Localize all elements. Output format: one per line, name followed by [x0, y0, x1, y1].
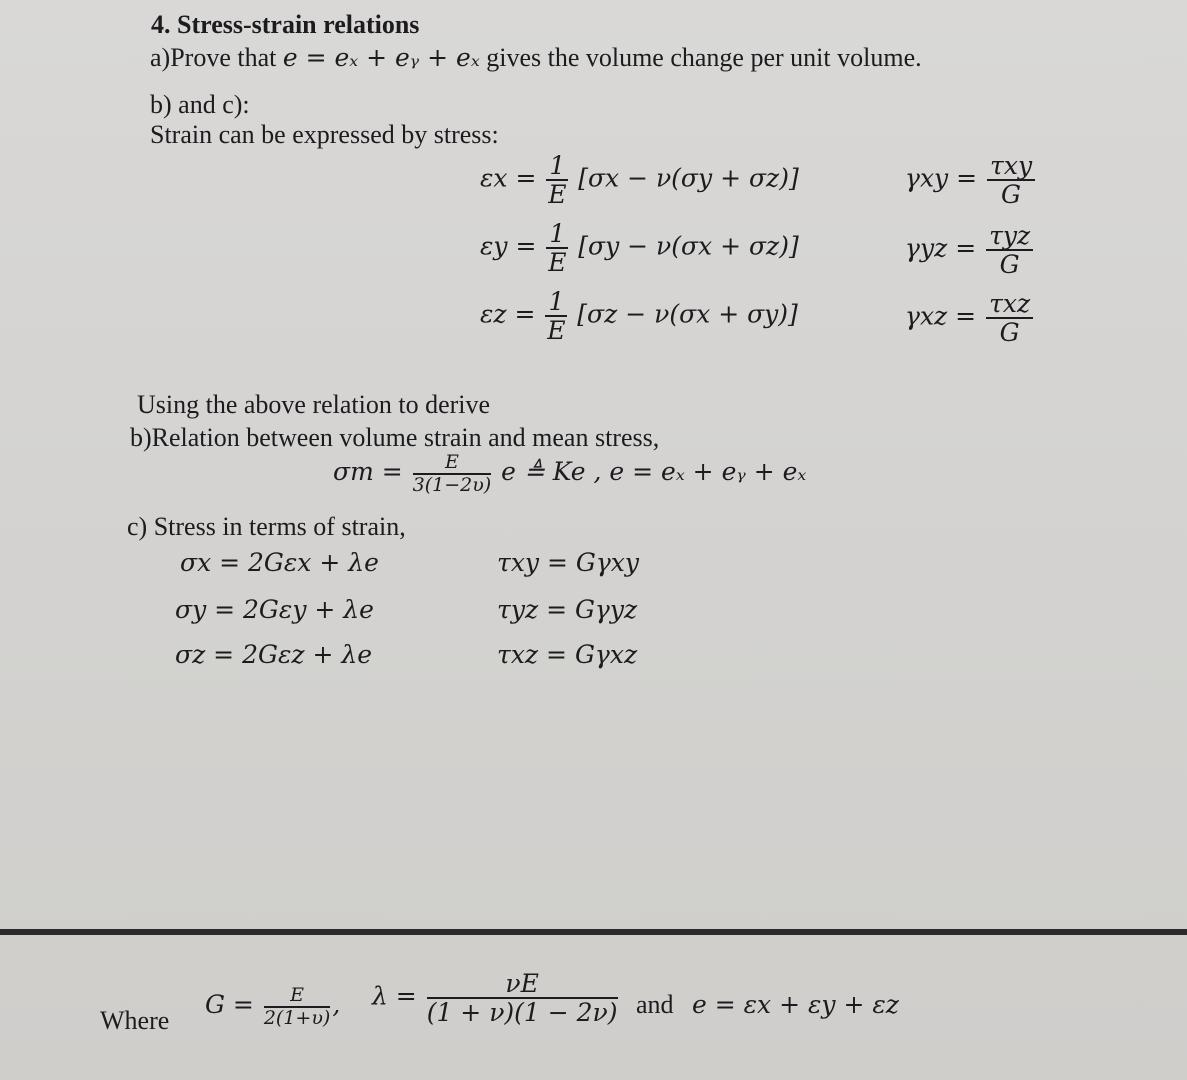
frac-num: E [413, 452, 492, 475]
frac-num: 1 [546, 220, 568, 249]
eq-rhs: [σz − ν(σx + σy)] [577, 299, 798, 329]
stress-shear-xz: τxz = Gγxz [497, 640, 638, 669]
stress-shear-xy: τxy = Gγxy [497, 548, 640, 577]
eq-lhs: γyz [905, 233, 948, 263]
part-a-suffix: gives the volume change per unit volume. [486, 43, 922, 72]
frac-num: τyz [986, 222, 1033, 251]
shear-strain-yz: γyz = $\frac{\text{τyz}}{G}$ [905, 222, 1035, 278]
eq-lhs: σm [333, 457, 374, 487]
lame-lambda-definition [372, 970, 620, 1026]
stress-shear-yz: τyz = Gγyz [497, 595, 638, 624]
frac-num: τxy [987, 152, 1035, 181]
strain-intro: Strain can be expressed by stress: [150, 120, 499, 149]
normal-strain-y: εy = $\frac{1}{E}$ [σy − ν(σx + σz)] [480, 219, 799, 277]
part-c-title: c) Stress in terms of strain, [127, 512, 406, 541]
eq-lhs: γxz [905, 301, 948, 331]
frac-num: τxz [986, 290, 1033, 319]
part-bc-label: b) and c): [150, 90, 250, 119]
where-label: Where [100, 1006, 170, 1035]
frac-num: 1 [546, 152, 568, 181]
eq-lhs: γxy [905, 163, 949, 193]
eq-lhs: εz [480, 299, 507, 329]
eq-lhs: εx [480, 163, 508, 193]
frac-den: 2(1+υ) [263, 1006, 331, 1029]
part-b-title: b)Relation between volume strain and mean stress, [130, 423, 660, 452]
normal-strain-z: εz = $\frac{1}{E}$ [σz − ν(σx + σy)] [480, 287, 798, 345]
separator-line [0, 929, 1187, 935]
volume-strain-definition: e = εx + εy + εz [692, 990, 899, 1019]
stress-normal-y: σy = 2Gεy + λe [175, 595, 374, 624]
frac-den: G [999, 250, 1020, 279]
frac-den: 3(1−2υ) [412, 473, 492, 496]
eq-lhs: G = [205, 990, 254, 1020]
and-text: and [636, 990, 674, 1019]
frac-num: 1 [545, 288, 567, 317]
shear-strain-xy: γxy = $\frac{\text{τxy}}{G}$ [905, 152, 1037, 208]
separator: , [332, 990, 341, 1020]
eq-rhs: e ≜ Ke , e = eₓ + eᵧ + eₓ [501, 457, 807, 487]
part-a-prefix: a)Prove that [150, 43, 277, 72]
shear-modulus-definition [205, 985, 340, 1028]
eq-lhs: εy [480, 231, 508, 261]
frac-den: E [548, 248, 567, 277]
part-a-equation: e = eₓ + eᵧ + eₓ [282, 43, 480, 72]
part-a-line [150, 43, 922, 73]
stress-normal-z: σz = 2Gεz + λe [175, 640, 373, 669]
eq-rhs: [σy − ν(σx + σz)] [578, 231, 799, 261]
page-title: 4. Stress-strain relations [151, 10, 420, 39]
eq-lhs: λ = [372, 981, 417, 1011]
eq-rhs: [σx − ν(σy + σz)] [578, 163, 799, 193]
frac-den: (1 + ν)(1 − 2ν) [426, 998, 618, 1027]
normal-strain-x: εx = $\frac{1}{E}$ [σx − ν(σy + σz)] [480, 151, 799, 209]
frac-den: E [548, 180, 567, 209]
shear-strain-xz: γxz = $\frac{\text{τxz}}{G}$ [905, 290, 1035, 346]
mean-stress-equation: σm = $\frac{E}{3(1-2\upsilon)}$ e ≜ Ke , e = eₓ + eᵧ + eₓ [333, 451, 807, 496]
frac-den: G [1001, 180, 1022, 209]
frac-den: E [547, 316, 566, 345]
frac-num: E [264, 985, 330, 1008]
derive-intro: Using the above relation to derive [137, 390, 491, 419]
stress-normal-x: σx = 2Gεx + λe [180, 548, 379, 577]
frac-den: G [999, 318, 1020, 347]
frac-num: νE [427, 970, 618, 999]
